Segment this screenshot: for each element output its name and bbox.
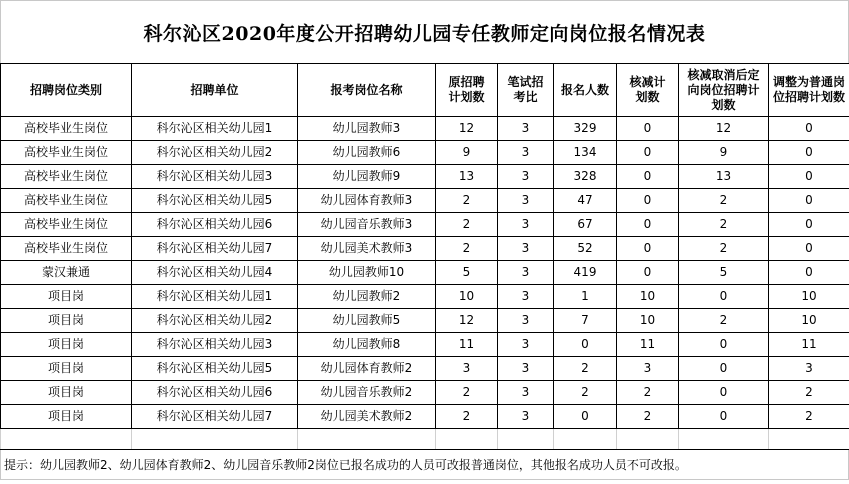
table-row: [1, 213, 849, 237]
cell-reduced-plan: 0: [617, 237, 679, 261]
cell-remaining-targeted-plan: 5: [679, 261, 769, 285]
cell-applicants: 419: [554, 261, 617, 285]
table-row: [1, 165, 849, 189]
table-row: [1, 261, 849, 285]
cell-post-name: 幼儿园教师6: [298, 141, 436, 165]
registration-table: [0, 63, 849, 450]
cell-post-name: 幼儿园教师8: [298, 333, 436, 357]
cell-remaining-targeted-plan: 0: [679, 405, 769, 429]
cell-remaining-targeted-plan: 0: [679, 285, 769, 309]
cell-adjusted-general-plan: 11: [769, 333, 849, 357]
cell-post-name: 幼儿园教师5: [298, 309, 436, 333]
table-row: [1, 381, 849, 405]
cell-applicants: 7: [554, 309, 617, 333]
cell-unit: 科尔沁区相关幼儿园2: [132, 309, 298, 333]
cell-unit: 科尔沁区相关幼儿园1: [132, 117, 298, 141]
table-row: [1, 237, 849, 261]
cell-adjusted-general-plan: 0: [769, 189, 849, 213]
cell-reduced-plan: 2: [617, 381, 679, 405]
cell-original-plan: 2: [436, 381, 498, 405]
cell-adjusted-general-plan: 2: [769, 405, 849, 429]
cell-exam-ratio: 3: [498, 141, 554, 165]
cell-reduced-plan: 2: [617, 405, 679, 429]
cell-adjusted-general-plan: 0: [769, 141, 849, 165]
cell-original-plan: 10: [436, 285, 498, 309]
cell-post-category: 项目岗: [1, 405, 132, 429]
header-post-category: 招聘岗位类别: [1, 64, 132, 117]
cell-remaining-targeted-plan: 2: [679, 237, 769, 261]
cell-post-category: 高校毕业生岗位: [1, 237, 132, 261]
cell-exam-ratio: 3: [498, 405, 554, 429]
cell-post-category: 高校毕业生岗位: [1, 189, 132, 213]
cell-remaining-targeted-plan: 0: [679, 333, 769, 357]
cell-post-category: 高校毕业生岗位: [1, 213, 132, 237]
table-cell: [298, 429, 436, 450]
cell-exam-ratio: 3: [498, 381, 554, 405]
cell-unit: 科尔沁区相关幼儿园4: [132, 261, 298, 285]
cell-post-category: 高校毕业生岗位: [1, 141, 132, 165]
table-cell: [436, 429, 498, 450]
cell-exam-ratio: 3: [498, 189, 554, 213]
cell-post-name: 幼儿园体育教师2: [298, 357, 436, 381]
cell-exam-ratio: 3: [498, 165, 554, 189]
cell-original-plan: 2: [436, 213, 498, 237]
cell-post-category: 高校毕业生岗位: [1, 165, 132, 189]
table-cell: [769, 429, 849, 450]
table-body: [1, 117, 849, 450]
table-row: [1, 117, 849, 141]
header-row: [1, 64, 849, 117]
cell-applicants: 328: [554, 165, 617, 189]
cell-unit: 科尔沁区相关幼儿园5: [132, 189, 298, 213]
cell-adjusted-general-plan: 10: [769, 285, 849, 309]
cell-remaining-targeted-plan: 2: [679, 189, 769, 213]
cell-post-category: 蒙汉兼通: [1, 261, 132, 285]
cell-applicants: 1: [554, 285, 617, 309]
cell-adjusted-general-plan: 0: [769, 117, 849, 141]
cell-remaining-targeted-plan: 9: [679, 141, 769, 165]
cell-remaining-targeted-plan: 12: [679, 117, 769, 141]
cell-adjusted-general-plan: 0: [769, 261, 849, 285]
cell-unit: 科尔沁区相关幼儿园6: [132, 381, 298, 405]
table-cell: [498, 429, 554, 450]
cell-original-plan: 11: [436, 333, 498, 357]
table-cell: [679, 429, 769, 450]
cell-original-plan: 5: [436, 261, 498, 285]
cell-adjusted-general-plan: 0: [769, 213, 849, 237]
table-cell: [554, 429, 617, 450]
cell-applicants: 67: [554, 213, 617, 237]
cell-post-name: 幼儿园音乐教师3: [298, 213, 436, 237]
cell-remaining-targeted-plan: 2: [679, 309, 769, 333]
cell-post-name: 幼儿园教师2: [298, 285, 436, 309]
cell-reduced-plan: 10: [617, 309, 679, 333]
cell-exam-ratio: 3: [498, 333, 554, 357]
cell-post-category: 项目岗: [1, 381, 132, 405]
cell-applicants: 0: [554, 333, 617, 357]
table-row: [1, 141, 849, 165]
table-cell: [132, 429, 298, 450]
cell-reduced-plan: 0: [617, 141, 679, 165]
cell-original-plan: 2: [436, 189, 498, 213]
cell-unit: 科尔沁区相关幼儿园7: [132, 237, 298, 261]
cell-applicants: 52: [554, 237, 617, 261]
cell-adjusted-general-plan: 0: [769, 165, 849, 189]
cell-applicants: 2: [554, 381, 617, 405]
cell-exam-ratio: 3: [498, 237, 554, 261]
cell-post-category: 项目岗: [1, 357, 132, 381]
cell-reduced-plan: 10: [617, 285, 679, 309]
cell-remaining-targeted-plan: 0: [679, 357, 769, 381]
cell-post-name: 幼儿园美术教师3: [298, 237, 436, 261]
cell-original-plan: 2: [436, 237, 498, 261]
cell-post-category: 项目岗: [1, 309, 132, 333]
cell-reduced-plan: 0: [617, 261, 679, 285]
cell-unit: 科尔沁区相关幼儿园2: [132, 141, 298, 165]
header-remaining-targeted-plan: 核减取消后定向岗位招聘计划数: [679, 64, 769, 117]
cell-remaining-targeted-plan: 2: [679, 213, 769, 237]
cell-original-plan: 3: [436, 357, 498, 381]
cell-applicants: 47: [554, 189, 617, 213]
cell-applicants: 134: [554, 141, 617, 165]
header-adjusted-general-plan: 调整为普通岗位招聘计划数: [769, 64, 849, 117]
cell-exam-ratio: 3: [498, 309, 554, 333]
cell-unit: 科尔沁区相关幼儿园3: [132, 165, 298, 189]
sheet-title: 科尔沁区2020年度公开招聘幼儿园专任教师定向岗位报名情况表: [0, 0, 849, 63]
footnote: 提示：幼儿园教师2、幼儿园体育教师2、幼儿园音乐教师2岗位已报名成功的人员可改报普通岗位，其他报名成功人员不可改报。: [0, 450, 849, 480]
cell-original-plan: 12: [436, 117, 498, 141]
cell-adjusted-general-plan: 10: [769, 309, 849, 333]
cell-original-plan: 13: [436, 165, 498, 189]
cell-reduced-plan: 0: [617, 213, 679, 237]
cell-unit: 科尔沁区相关幼儿园1: [132, 285, 298, 309]
cell-exam-ratio: 3: [498, 213, 554, 237]
cell-reduced-plan: 3: [617, 357, 679, 381]
cell-unit: 科尔沁区相关幼儿园3: [132, 333, 298, 357]
table-row: [1, 405, 849, 429]
cell-post-name: 幼儿园教师3: [298, 117, 436, 141]
cell-reduced-plan: 11: [617, 333, 679, 357]
header-exam-ratio: 笔试招考比: [498, 64, 554, 117]
cell-remaining-targeted-plan: 0: [679, 381, 769, 405]
cell-post-category: 高校毕业生岗位: [1, 117, 132, 141]
header-applicants: 报名人数: [554, 64, 617, 117]
header-original-plan: 原招聘计划数: [436, 64, 498, 117]
cell-post-category: 项目岗: [1, 285, 132, 309]
cell-applicants: 329: [554, 117, 617, 141]
header-reduced-plan: 核减计划数: [617, 64, 679, 117]
table-row: [1, 189, 849, 213]
cell-unit: 科尔沁区相关幼儿园7: [132, 405, 298, 429]
table-row-empty: [1, 429, 849, 450]
cell-reduced-plan: 0: [617, 165, 679, 189]
table-row: [1, 333, 849, 357]
cell-post-name: 幼儿园教师9: [298, 165, 436, 189]
table-row: [1, 357, 849, 381]
cell-unit: 科尔沁区相关幼儿园6: [132, 213, 298, 237]
cell-exam-ratio: 3: [498, 357, 554, 381]
cell-unit: 科尔沁区相关幼儿园5: [132, 357, 298, 381]
cell-original-plan: 12: [436, 309, 498, 333]
table-cell: [1, 429, 132, 450]
cell-applicants: 0: [554, 405, 617, 429]
table-cell: [617, 429, 679, 450]
cell-adjusted-general-plan: 0: [769, 237, 849, 261]
table-row: [1, 309, 849, 333]
cell-exam-ratio: 3: [498, 117, 554, 141]
header-unit: 招聘单位: [132, 64, 298, 117]
cell-post-name: 幼儿园音乐教师2: [298, 381, 436, 405]
cell-original-plan: 9: [436, 141, 498, 165]
cell-post-category: 项目岗: [1, 333, 132, 357]
cell-original-plan: 2: [436, 405, 498, 429]
cell-adjusted-general-plan: 2: [769, 381, 849, 405]
cell-reduced-plan: 0: [617, 117, 679, 141]
cell-applicants: 2: [554, 357, 617, 381]
header-post-name: 报考岗位名称: [298, 64, 436, 117]
cell-adjusted-general-plan: 3: [769, 357, 849, 381]
cell-post-name: 幼儿园教师10: [298, 261, 436, 285]
cell-remaining-targeted-plan: 13: [679, 165, 769, 189]
cell-reduced-plan: 0: [617, 189, 679, 213]
cell-post-name: 幼儿园美术教师2: [298, 405, 436, 429]
cell-post-name: 幼儿园体育教师3: [298, 189, 436, 213]
cell-exam-ratio: 3: [498, 285, 554, 309]
cell-exam-ratio: 3: [498, 261, 554, 285]
table-row: [1, 285, 849, 309]
